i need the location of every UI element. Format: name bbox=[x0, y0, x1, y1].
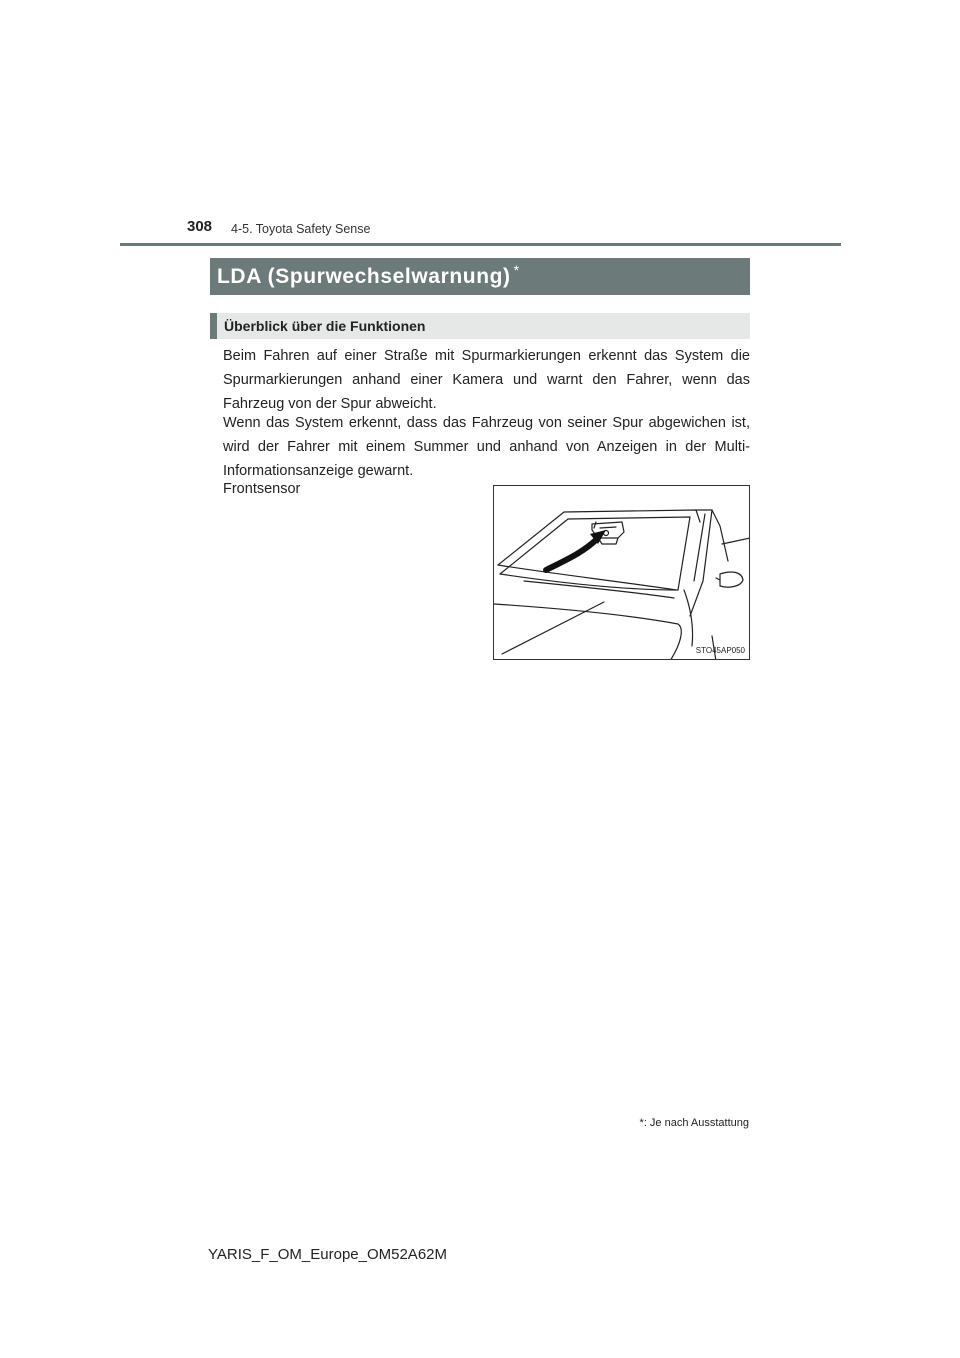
footer-doc-id: YARIS_F_OM_Europe_OM52A62M bbox=[208, 1246, 447, 1263]
footnote-mark: * bbox=[639, 1117, 644, 1129]
footnote bbox=[640, 1117, 749, 1129]
title-bar bbox=[210, 258, 750, 295]
figure-code: STO45AP050 bbox=[695, 646, 745, 655]
front-sensor-illustration bbox=[493, 485, 750, 660]
title-footnote-mark: * bbox=[513, 261, 520, 278]
footnote-text: : Je nach Ausstattung bbox=[643, 1117, 749, 1129]
header-rule bbox=[120, 243, 841, 246]
page-number: 308 bbox=[187, 218, 213, 235]
figure-caption: Frontsensor bbox=[223, 481, 301, 497]
paragraph-2: Wenn das System erkennt, dass das Fahrzeug von seiner Spur abgewichen ist, wird der Fahrer mit einem Summer und anhand von Anzeigen in der Multi-Informationsanzeige gewarnt. bbox=[223, 415, 750, 479]
page-title: LDA (Spurwechselwarnung) bbox=[217, 264, 511, 288]
subheading bbox=[210, 313, 750, 339]
section-label: 4-5. Toyota Safety Sense bbox=[231, 222, 371, 236]
paragraph-1: Beim Fahren auf einer Straße mit Spurmarkierungen erkennt das System die Spurmarkierungen anhand einer Kamera und warnt den Fahrer, wenn das Fahrzeug von der Spur abweicht. bbox=[223, 348, 750, 412]
subheading-text: Überblick über die Funktionen bbox=[224, 318, 426, 334]
windshield-camera-drawing bbox=[494, 486, 750, 660]
